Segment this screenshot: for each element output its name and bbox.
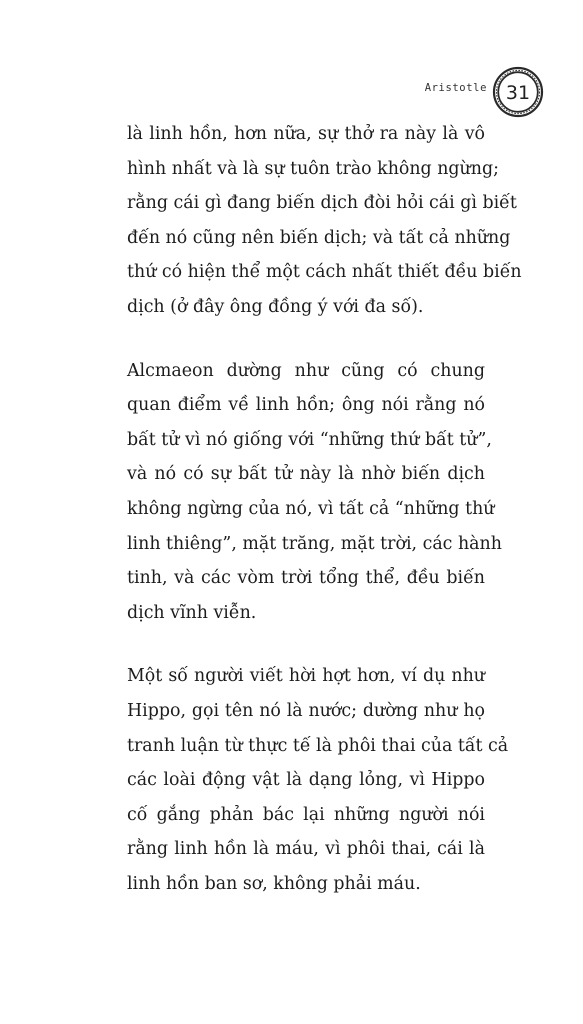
running-title: Aristotle	[424, 82, 487, 94]
text-line: Hippo, gọi tên nó là nước; dường như họ	[127, 700, 485, 721]
text-line: dịch vĩnh viễn.	[127, 602, 257, 623]
text-line: Alcmaeon dường như cũng có chung	[127, 360, 485, 381]
text-line: quan điểm về linh hồn; ông nói rằng nó	[127, 395, 485, 416]
text-line: rằng cái gì đang biến dịch đòi hỏi cái gì biết	[127, 193, 517, 214]
paragraph-1	[127, 117, 522, 325]
text-line: linh thiêng”, mặt trăng, mặt trời, các hành	[127, 533, 502, 554]
text-line: và nó có sự bất tử này là nhờ biến dịch	[127, 464, 485, 485]
text-line: dịch (ở đây ông đồng ý với đa số).	[127, 296, 424, 317]
text-line: thứ có hiện thể một cách nhất thiết đều biến	[127, 262, 522, 283]
text-line: tinh, và các vòm trời tổng thể, đều biến	[127, 568, 485, 589]
page-number: 31	[505, 82, 531, 104]
text-line: rằng linh hồn là máu, vì phôi thai, cái là	[127, 839, 485, 860]
text-line: các loài động vật là dạng lỏng, vì Hippo	[127, 770, 485, 791]
text-line: cố gắng phản bác lại những người nói	[127, 804, 485, 825]
body-text	[127, 117, 522, 930]
paragraph-3	[127, 659, 509, 901]
text-line: không ngừng của nó, vì tất cả “những thứ	[127, 498, 495, 519]
text-line: tranh luận từ thực tế là phôi thai của tất cả	[127, 735, 509, 756]
page-number-badge	[492, 66, 544, 118]
text-line: bất tử vì nó giống với “những thứ bất tử”,	[127, 429, 492, 450]
text-line: Một số người viết hời hợt hơn, ví dụ như	[127, 666, 485, 687]
ornamental-ring-icon	[492, 66, 544, 118]
paragraph-2	[127, 354, 502, 631]
text-line: đến nó cũng nên biến dịch; và tất cả những	[127, 227, 511, 248]
text-line: là linh hồn, hơn nữa, sự thở ra này là vô	[127, 124, 485, 144]
text-line: linh hồn ban sơ, không phải máu.	[127, 873, 421, 894]
text-line: hình nhất và là sự tuôn trào không ngừng;	[127, 158, 499, 179]
